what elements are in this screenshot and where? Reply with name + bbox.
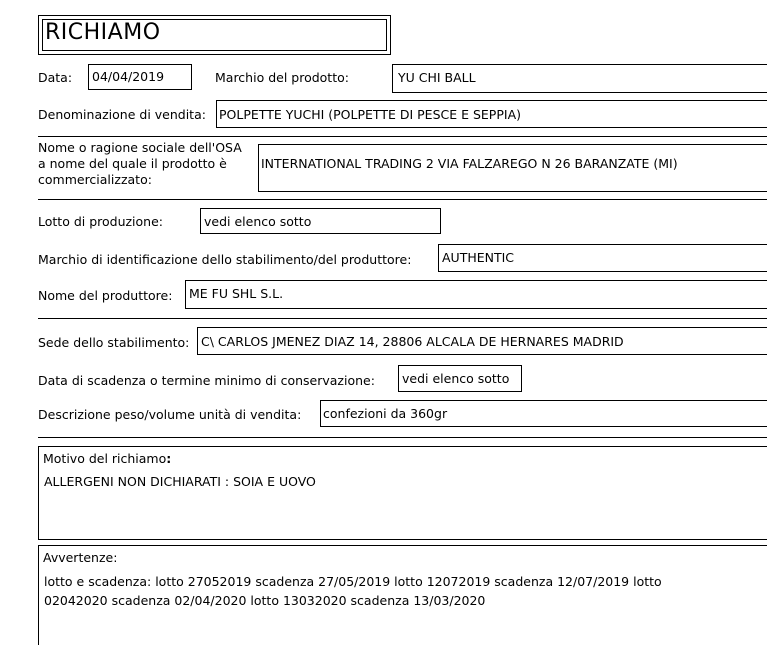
scadenza-field (398, 365, 522, 392)
section-divider (38, 136, 767, 137)
osa-field (258, 144, 767, 192)
page-title: RICHIAMO (45, 20, 161, 45)
avvertenze-line2: 02042020 scadenza 02/04/2020 lotto 13032020 scadenza 13/03/2020 (44, 593, 486, 608)
data-field (88, 64, 192, 90)
sede-value: C\ CARLOS JMENEZ DIAZ 14, 28806 ALCALA DE HERNARES MADRID (201, 334, 624, 349)
produttore-value: ME FU SHL S.L. (189, 286, 284, 301)
marchio-field (392, 64, 767, 93)
lotto-value: vedi elenco sotto (204, 214, 312, 229)
denominazione-field (216, 100, 767, 128)
avvertenze-label: Avvertenze: (43, 550, 118, 565)
denominazione-value: POLPETTE YUCHI (POLPETTE DI PESCE E SEPPIA) (219, 107, 521, 122)
marchio-id-field (438, 244, 767, 272)
lotto-label: Lotto di produzione: (38, 214, 164, 229)
marchio-id-value: AUTHENTIC (442, 250, 515, 265)
peso-label: Descrizione peso/volume unità di vendita: (38, 407, 302, 422)
denominazione-label: Denominazione di vendita: (38, 107, 206, 122)
title-box (38, 15, 391, 55)
motivo-label: Motivo del richiamo: (43, 451, 172, 466)
produttore-label: Nome del produttore: (38, 288, 173, 303)
section-divider (38, 318, 767, 319)
osa-value: INTERNATIONAL TRADING 2 VIA FALZAREGO N 26 BARANZATE (MI) (261, 156, 678, 171)
sede-field (197, 327, 767, 355)
scadenza-value: vedi elenco sotto (402, 371, 510, 386)
section-divider (38, 437, 767, 438)
motivo-box (38, 446, 767, 540)
produttore-field (185, 280, 767, 309)
marchio-value: YU CHI BALL (398, 70, 476, 85)
data-label: Data: (38, 70, 73, 85)
motivo-text: ALLERGENI NON DICHIARATI : SOIA E UOVO (44, 474, 316, 489)
osa-label-line3: commercializzato: (38, 172, 152, 187)
marchio-id-label: Marchio di identificazione dello stabilimento/del produttore: (38, 252, 412, 267)
section-divider (38, 199, 767, 200)
peso-field (320, 400, 767, 427)
sede-label: Sede dello stabilimento: (38, 335, 190, 350)
osa-label-line1: Nome o ragione sociale dell'OSA (38, 140, 242, 155)
peso-value: confezioni da 360gr (323, 406, 448, 421)
data-value: 04/04/2019 (92, 69, 165, 84)
avvertenze-line1: lotto e scadenza: lotto 27052019 scadenza 27/05/2019 lotto 12072019 scadenza 12/07/2019 lotto (44, 574, 662, 589)
scadenza-label: Data di scadenza o termine minimo di conservazione: (38, 373, 375, 388)
lotto-field (200, 208, 441, 234)
avvertenze-box (38, 545, 767, 645)
marchio-label: Marchio del prodotto: (215, 70, 349, 85)
osa-label-line2: a nome del quale il prodotto è (38, 156, 227, 171)
